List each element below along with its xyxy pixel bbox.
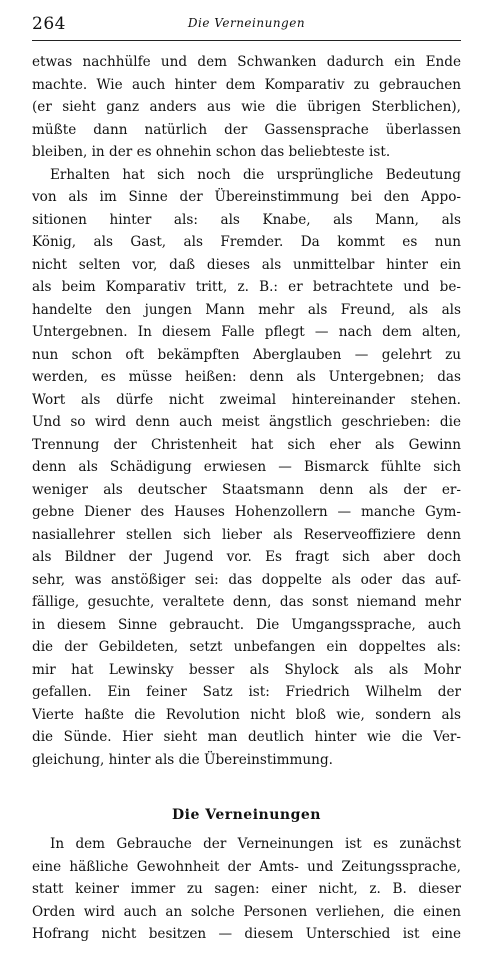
- text-line: handelte den jungen Mann mehr als Freund, als als: [32, 301, 461, 318]
- running-head: [32, 6, 461, 41]
- text-line: sehr, was anstößiger sei: das doppelte als oder das auf-: [32, 571, 461, 588]
- section-heading: Die Verneinungen: [172, 807, 321, 823]
- text-line: Und so wird denn auch meist ängstlich geschrieben: die: [32, 414, 461, 430]
- text-line: weniger als deutscher Staatsmann denn als der er-: [32, 481, 461, 498]
- text-line: Vierte haßte die Revolution nicht bloß wie, sondern als: [32, 706, 461, 723]
- text-line: nun schon oft bekämpften Aberglauben — gelehrt zu: [32, 346, 461, 363]
- text-line: Trennung der Christenheit hat sich eher als Gewinn: [32, 436, 461, 453]
- text-line: gefallen. Ein feiner Satz ist: Friedrich Wilhelm der: [32, 684, 461, 700]
- text-line: (er sieht ganz anders aus wie die übrigen Sterblichen),: [32, 99, 461, 115]
- text-line: etwas nachhülfe und dem Schwanken dadurch ein Ende: [32, 54, 461, 70]
- paragraph-2: [32, 164, 461, 772]
- text-line: in diesem Sinne gebraucht. Die Umgangssprache, auch: [32, 616, 461, 633]
- text-line: Untergebnen. In diesem Falle pflegt — nach dem alten,: [32, 324, 461, 340]
- text-line: machte. Wie auch hinter dem Komparativ zu gebrauchen: [32, 76, 461, 93]
- text-line: werden, es müsse heißen: denn als Untergebnen; das: [32, 369, 461, 385]
- body-text: [32, 51, 461, 771]
- text-line: als beim Komparativ tritt, z. B.: er betrachtete und be-: [32, 279, 461, 295]
- text-line: Orden wird auch an solche Personen verliehen, die einen: [32, 903, 461, 920]
- running-title: Die Verneinungen: [187, 16, 306, 30]
- text-line: Erhalten hat sich noch die ursprüngliche Bedeutung: [50, 166, 461, 183]
- text-line: denn als Schädigung erwiesen — Bismarck fühlte sich: [32, 459, 461, 475]
- text-line: In dem Gebrauche der Verneinungen ist es zunächst: [50, 836, 461, 852]
- page-number: 264: [32, 14, 66, 34]
- text-line: gleichung, hinter als die Übereinstimmung.: [32, 751, 333, 768]
- text-line: nasiallehrer stellen sich lieber als Reserveoffiziere denn: [32, 526, 461, 543]
- text-line: Hofrang nicht besitzen — diesem Unterschied ist eine: [32, 926, 461, 942]
- text-line: statt keiner immer zu sagen: einer nicht, z. B. dieser: [32, 881, 461, 897]
- text-line: sitionen hinter als: als Knabe, als Mann, als: [32, 211, 461, 228]
- text-line: mir hat Lewinsky besser als Shylock als als Mohr: [32, 661, 461, 678]
- text-line: die Sünde. Hier sieht man deutlich hinter wie die Ver-: [32, 729, 461, 745]
- text-line: müßte dann natürlich der Gassensprache überlassen: [32, 121, 461, 138]
- text-line: Wort als dürfe nicht zweimal hintereinander stehen.: [32, 391, 461, 408]
- section-paragraph: [32, 833, 461, 946]
- text-line: König, als Gast, als Fremder. Da kommt es nun: [32, 234, 461, 250]
- text-line: von als im Sinne der Übereinstimmung bei den Appo-: [32, 189, 461, 205]
- text-line: die der Gebildeten, setzt unbefangen ein doppeltes als:: [32, 639, 461, 655]
- text-line: nicht selten vor, daß dieses als unmittelbar hinter ein: [32, 256, 461, 273]
- text-line: gebne Diener des Hauses Hohenzollern — manche Gym-: [32, 504, 461, 520]
- text-line: als Bildner der Jugend vor. Es fragt sich aber doch: [32, 549, 461, 565]
- text-line: bleiben, in der es ohnehin schon das beliebteste ist.: [32, 144, 391, 160]
- text-line: fällige, gesuchte, veraltete denn, das sonst niemand mehr: [32, 594, 461, 610]
- paragraph-1: [32, 51, 461, 164]
- text-line: eine häßliche Gewohnheit der Amts- und Zeitungssprache,: [32, 858, 461, 875]
